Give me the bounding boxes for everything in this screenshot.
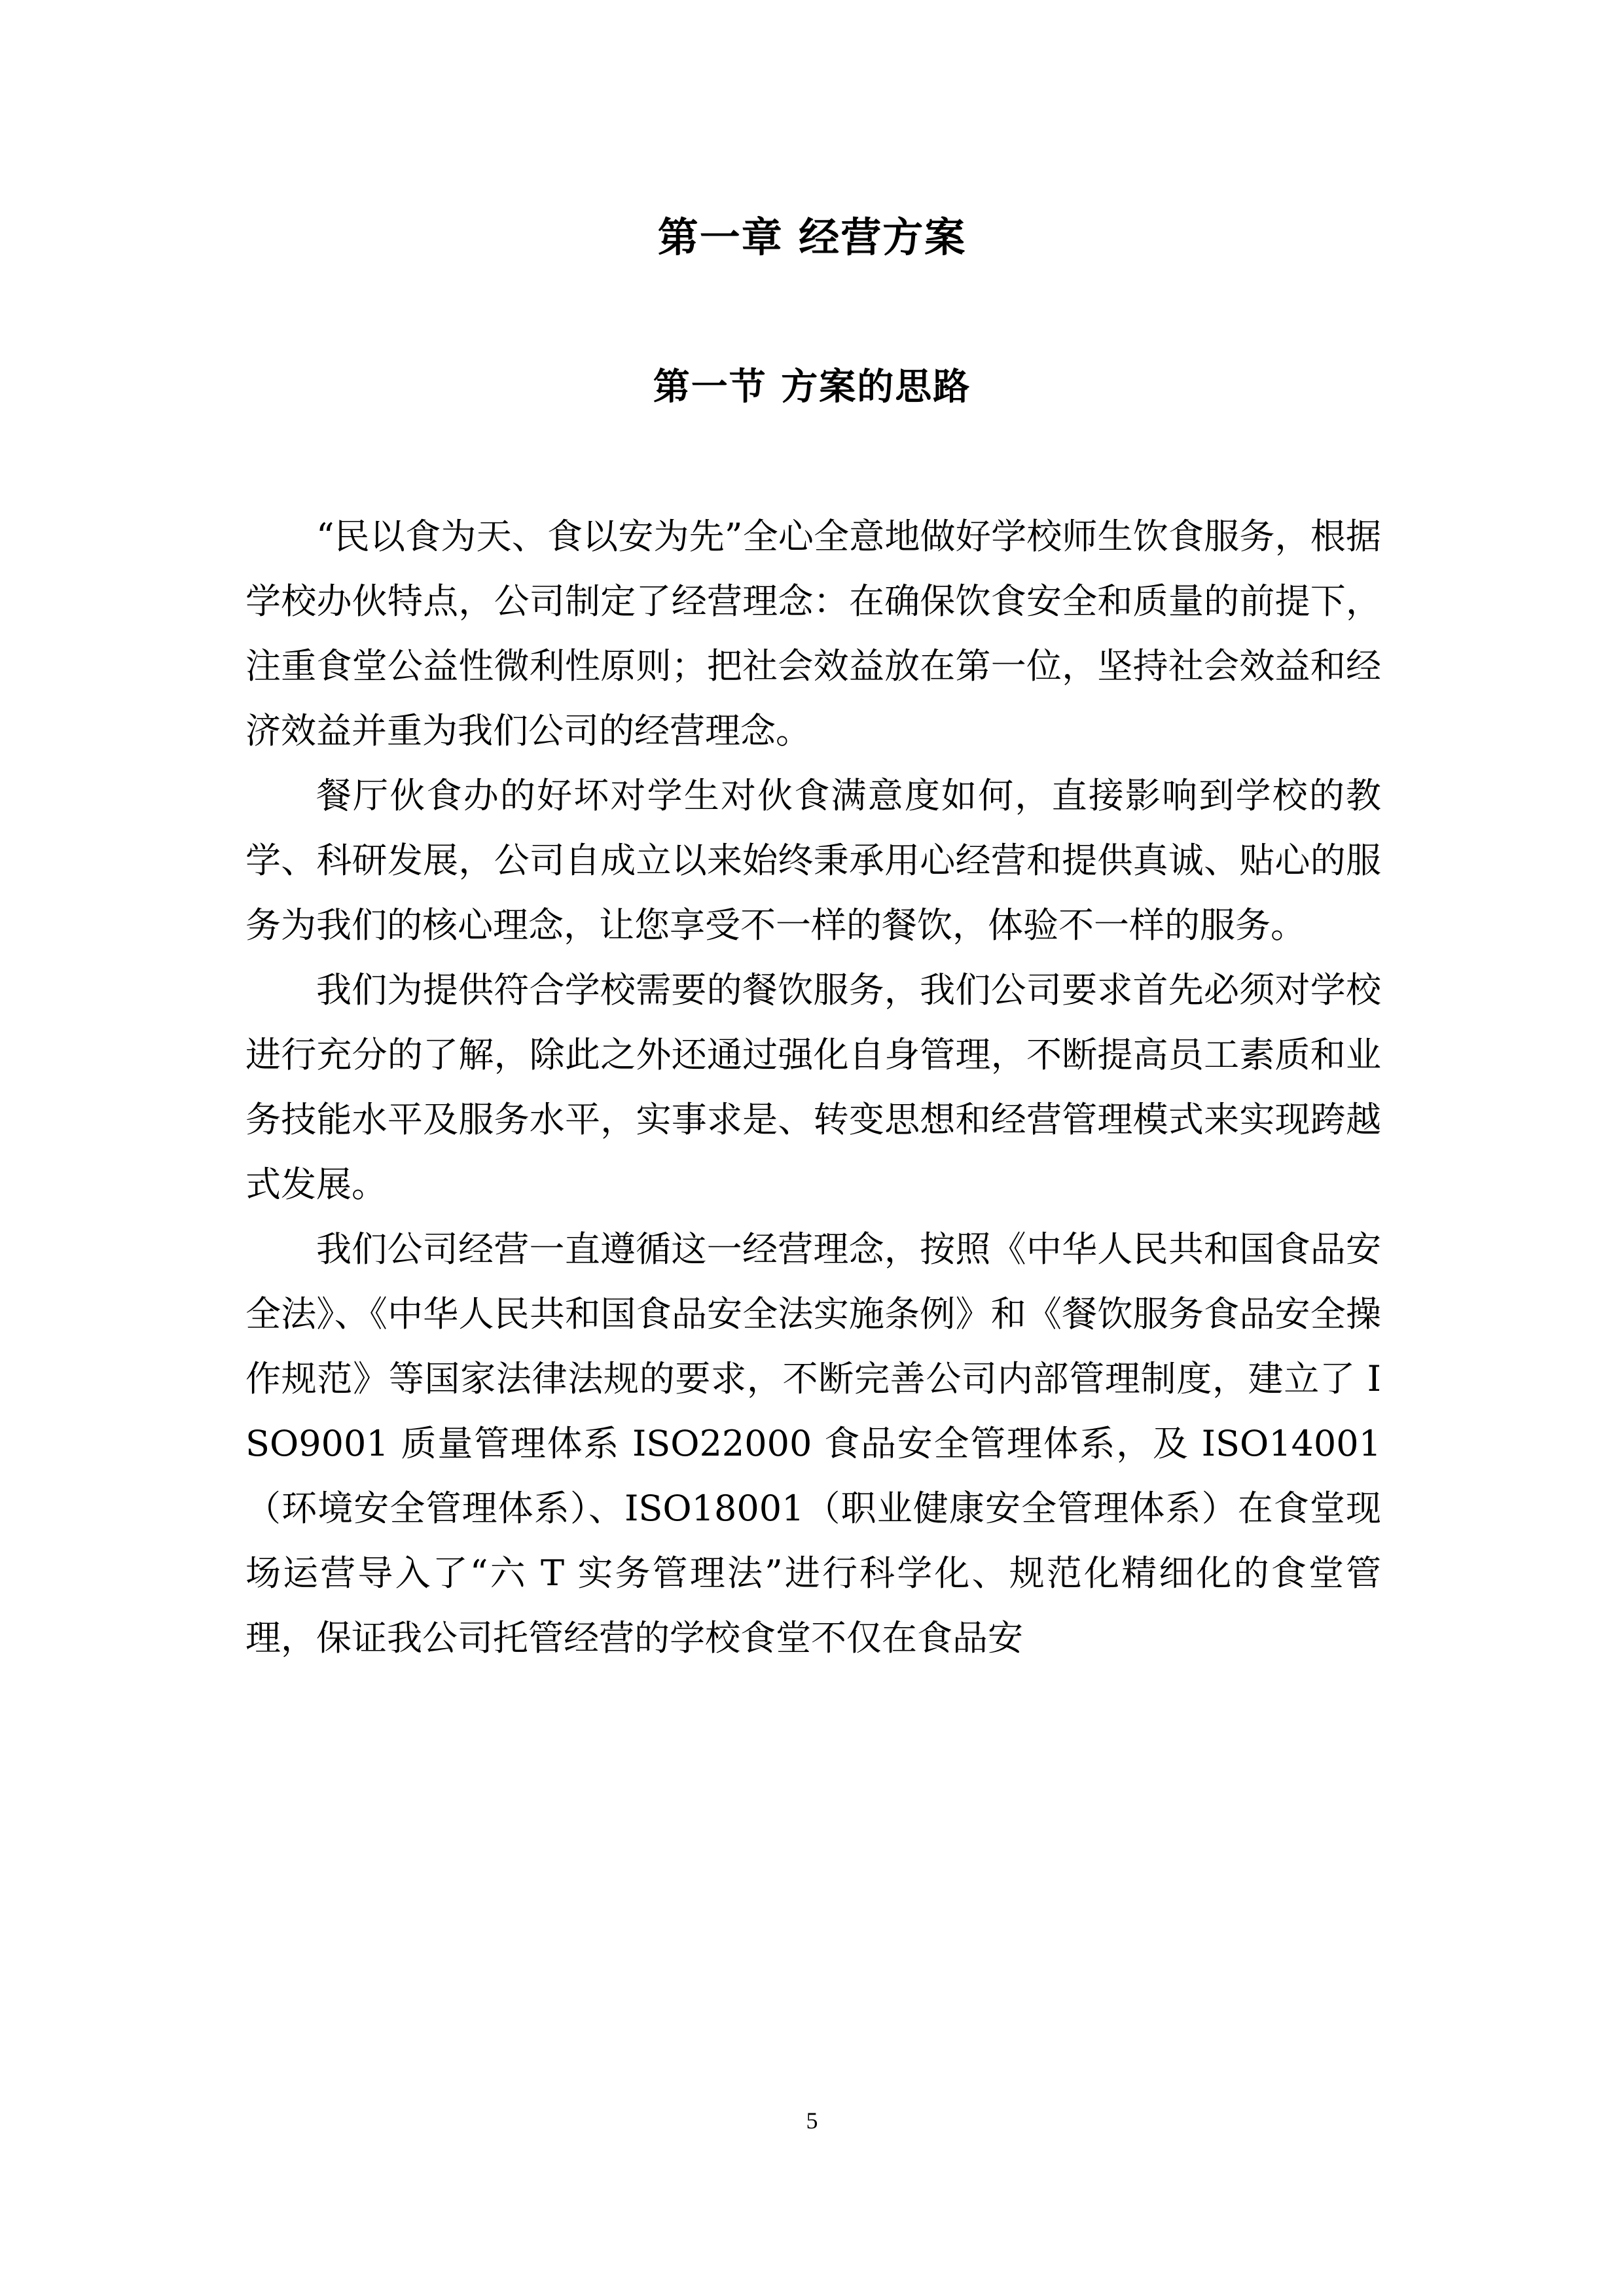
section-title: 第一节 方案的思路 [653,366,971,408]
chapter-title: 第一章 经营方案 [657,213,967,261]
paragraph-3: 我们为提供符合学校需要的餐饮服务，我们公司要求首先必须对学校进行充分的了解，除此之外还通过强化自身管理，不断提高员工素质和业务技能水平及服务水平，实事求是、转变思想和经营管理模式来实现跨越式发展。 [245,969,1381,1205]
body-text [245,504,1381,1670]
paragraph-1: “民以食为天、食以安为先”全心全意地做好学校师生饮食服务，根据学校办伙特点，公司制定了经营理念：在确保饮食安全和质量的前提下，注重食堂公益性微利性原则；把社会效益放在第一位，坚持社会效益和经济效益并重为我们公司的经营理念。 [245,516,1381,751]
paragraph-4: 我们公司经营一直遵循这一经营理念，按照《中华人民共和国食品安全法》、《中华人民共和国食品安全法实施条例》和《餐饮服务食品安全操作规范》等国家法律法规的要求，不断完善公司内部管理制度，建立了 ISO9001 质量管理体系 ISO22000 食品安全管理体系，及 ISO14001（环境安全管理体系）、ISO18001（职业健康安全管理体系）在食堂现场运营导入了“六 T 实务管理法”进行科学化、规范化精细化的食堂管理，保证我公司托管经营的学校食堂不仅在食品安 [245,1229,1381,1659]
page-number: 5 [806,2108,818,2134]
paragraph-2: 餐厅伙食办的好坏对学生对伙食满意度如何，直接影响到学校的教学、科研发展，公司自成立以来始终秉承用心经营和提供真诚、贴心的服务为我们的核心理念，让您享受不一样的餐饮，体验不一样的服务。 [245,775,1381,946]
